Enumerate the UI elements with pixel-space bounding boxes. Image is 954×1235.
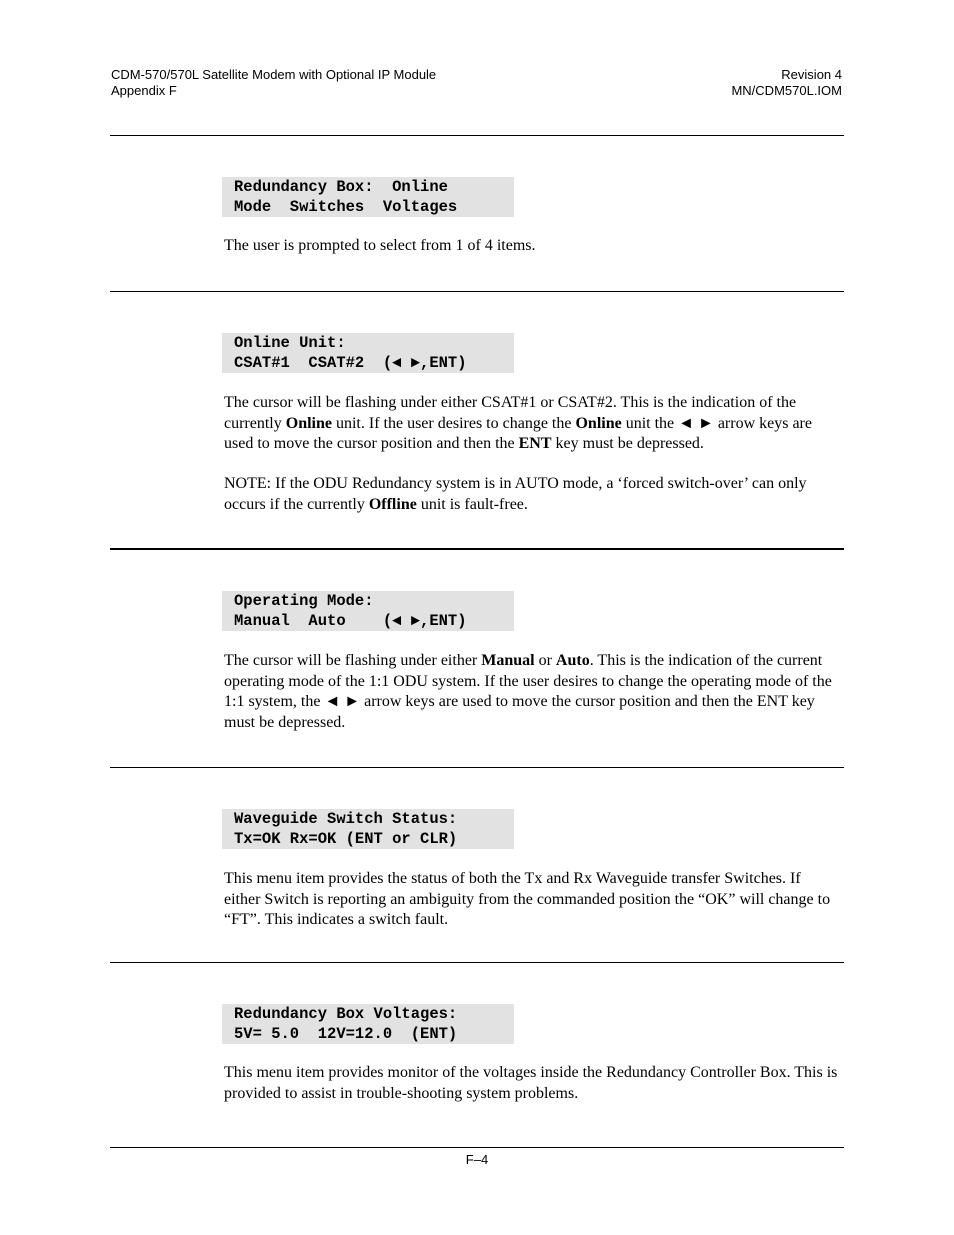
document-title: CDM-570/570L Satellite Modem with Optional IP Module	[111, 67, 437, 82]
lcd-display	[222, 177, 514, 217]
footer-divider	[110, 1147, 844, 1148]
lcd-line-1: Online Unit:	[234, 334, 346, 352]
lcd-line-2: Manual Auto (◄ ►,ENT)	[234, 612, 467, 630]
lcd-line-2: Tx=OK Rx=OK (ENT or CLR)	[234, 830, 458, 848]
revision-label: Revision 4	[781, 67, 842, 82]
lcd-display	[222, 809, 514, 849]
divider	[110, 291, 844, 292]
divider	[110, 135, 844, 136]
lcd-line-2: Mode Switches Voltages	[234, 198, 458, 216]
appendix-label: Appendix F	[111, 83, 177, 98]
page-number: F–4	[465, 1152, 489, 1167]
header-right	[731, 67, 842, 99]
lcd-line-2: CSAT#1 CSAT#2 (◄ ►,ENT)	[234, 354, 467, 372]
lcd-line-2: 5V= 5.0 12V=12.0 (ENT)	[234, 1025, 458, 1043]
note-paragraph: NOTE: If the ODU Redundancy system is in AUTO mode, a ‘forced switch-over’ can only occurs if the currently Offline unit is fault-free.	[224, 475, 807, 513]
lcd-display	[222, 591, 514, 631]
lcd-display	[222, 333, 514, 373]
paragraph: This menu item provides the status of both the Tx and Rx Waveguide transfer Switches. If either Switch is reporting an ambiguity from the commanded position the “OK” will change to “FT”. This indicates a switch fault.	[224, 870, 831, 928]
paragraph: The cursor will be flashing under either Manual or Auto. This is the indication of the current operating mode of the 1:1 ODU system. If the user desires to change the operating mode of the 1:1 system, the ◄ ► arrow keys are used to move the cursor position and then the ENT key must be depressed.	[224, 652, 832, 731]
doc-number: MN/CDM570L.IOM	[731, 83, 842, 98]
paragraph: This menu item provides monitor of the voltages inside the Redundancy Controller Box. This is provided to assist in trouble-shooting system problems.	[224, 1064, 838, 1102]
lcd-display	[222, 1004, 514, 1044]
header-left	[111, 67, 436, 99]
divider	[110, 962, 844, 963]
divider	[110, 767, 844, 768]
lcd-line-1: Operating Mode:	[234, 592, 374, 610]
paragraph: The cursor will be flashing under either CSAT#1 or CSAT#2. This is the indication of the currently Online unit. If the user desires to change the Online unit the ◄ ► arrow keys are used to move the cursor position and then the ENT key must be depressed.	[224, 394, 812, 452]
lcd-line-1: Redundancy Box Voltages:	[234, 1005, 458, 1023]
lcd-line-1: Redundancy Box: Online	[234, 178, 448, 196]
lcd-line-1: Waveguide Switch Status:	[234, 810, 458, 828]
paragraph: The user is prompted to select from 1 of 4 items.	[224, 237, 536, 254]
divider	[110, 548, 844, 550]
